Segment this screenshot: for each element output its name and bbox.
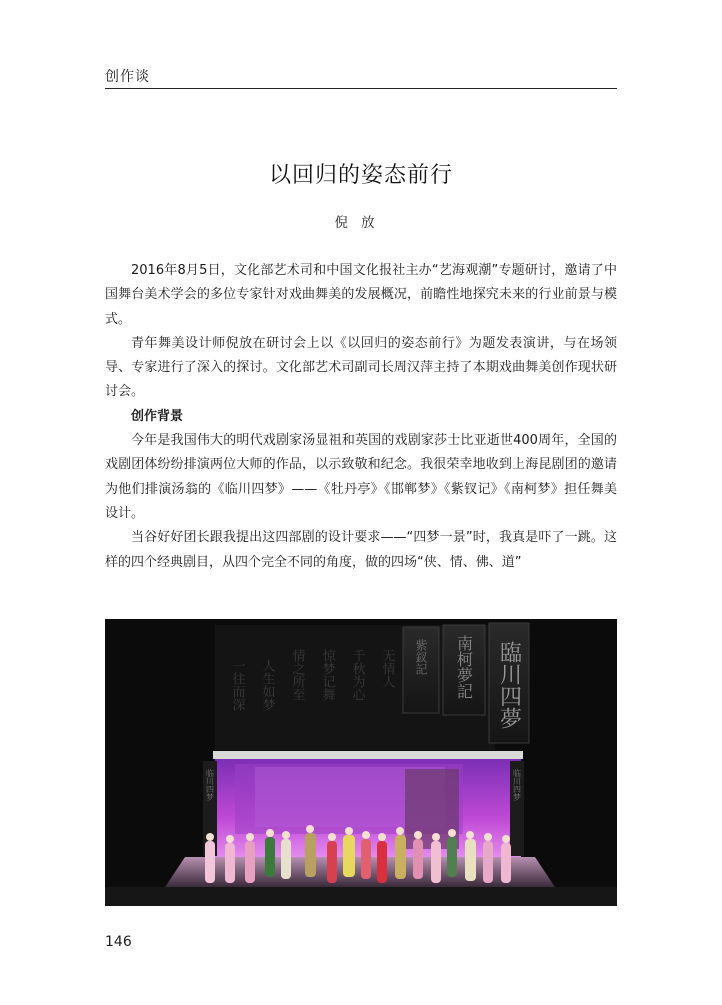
right-pillar-label: 临川四梦 bbox=[512, 769, 522, 801]
paragraph: 2016年8月5日，文化部艺术司和中国文化报社主办“艺海观潮”专题研讨，邀请了中国舞台美术学会的多位专家针对戏曲舞美的发展概况，前瞻性地探究未来的行业前景与模式。 bbox=[105, 263, 617, 327]
paragraph: 今年是我国伟大的明代戏剧家汤显祖和英国的戏剧家莎士比亚逝世400周年，全国的戏剧团体纷纷排演两位大师的作品，以示致敬和纪念。我很荣幸地收到上海昆剧团的邀请为他们排演汤翁的《临川四梦》——《牡丹亭》《邯郸梦》《紫钗记》《南柯梦》担任舞美设计。 bbox=[105, 433, 617, 521]
running-header bbox=[105, 66, 617, 89]
banner-column: 千秋为心 bbox=[349, 649, 365, 701]
stage-photo bbox=[105, 619, 617, 906]
page-number: 146 bbox=[105, 934, 132, 950]
article-title: 以回归的姿态前行 bbox=[268, 163, 453, 188]
banner-big-title: 臨川四夢 bbox=[496, 641, 522, 729]
banner-mid-title: 南柯夢記 bbox=[454, 635, 474, 699]
section-label: 创作谈 bbox=[105, 69, 150, 85]
banner-column: 人生如梦 bbox=[259, 659, 275, 711]
paragraph: 当谷好好团长跟我提出这四部剧的设计要求——“四梦一景”时，我真是吓了一跳。这样的四个经典剧目，从四个完全不同的角度，做的四场“侠、情、佛、道” bbox=[105, 530, 617, 570]
banner-column: 无情人 bbox=[379, 649, 395, 688]
banner-column: 情之所至 bbox=[289, 649, 305, 701]
banner-small-title: 紫釵記 bbox=[414, 639, 428, 675]
article-author: 倪放 bbox=[334, 215, 388, 231]
article-body bbox=[105, 259, 617, 575]
section-heading: 创作背景 bbox=[131, 408, 184, 424]
banner-column: 惊梦记舞 bbox=[319, 649, 335, 701]
left-pillar-label: 临川四梦 bbox=[205, 769, 215, 801]
banner-column: 一往而深 bbox=[229, 659, 245, 711]
stage-floor bbox=[165, 857, 555, 887]
paragraph: 青年舞美设计师倪放在研讨会上以《以回归的姿态前行》为题发表演讲，与在场领导、专家进行了深入的探讨。文化部艺术司副司长周汉萍主持了本期戏曲舞美创作现状研讨会。 bbox=[105, 335, 617, 400]
proscenium-beam bbox=[213, 751, 523, 759]
